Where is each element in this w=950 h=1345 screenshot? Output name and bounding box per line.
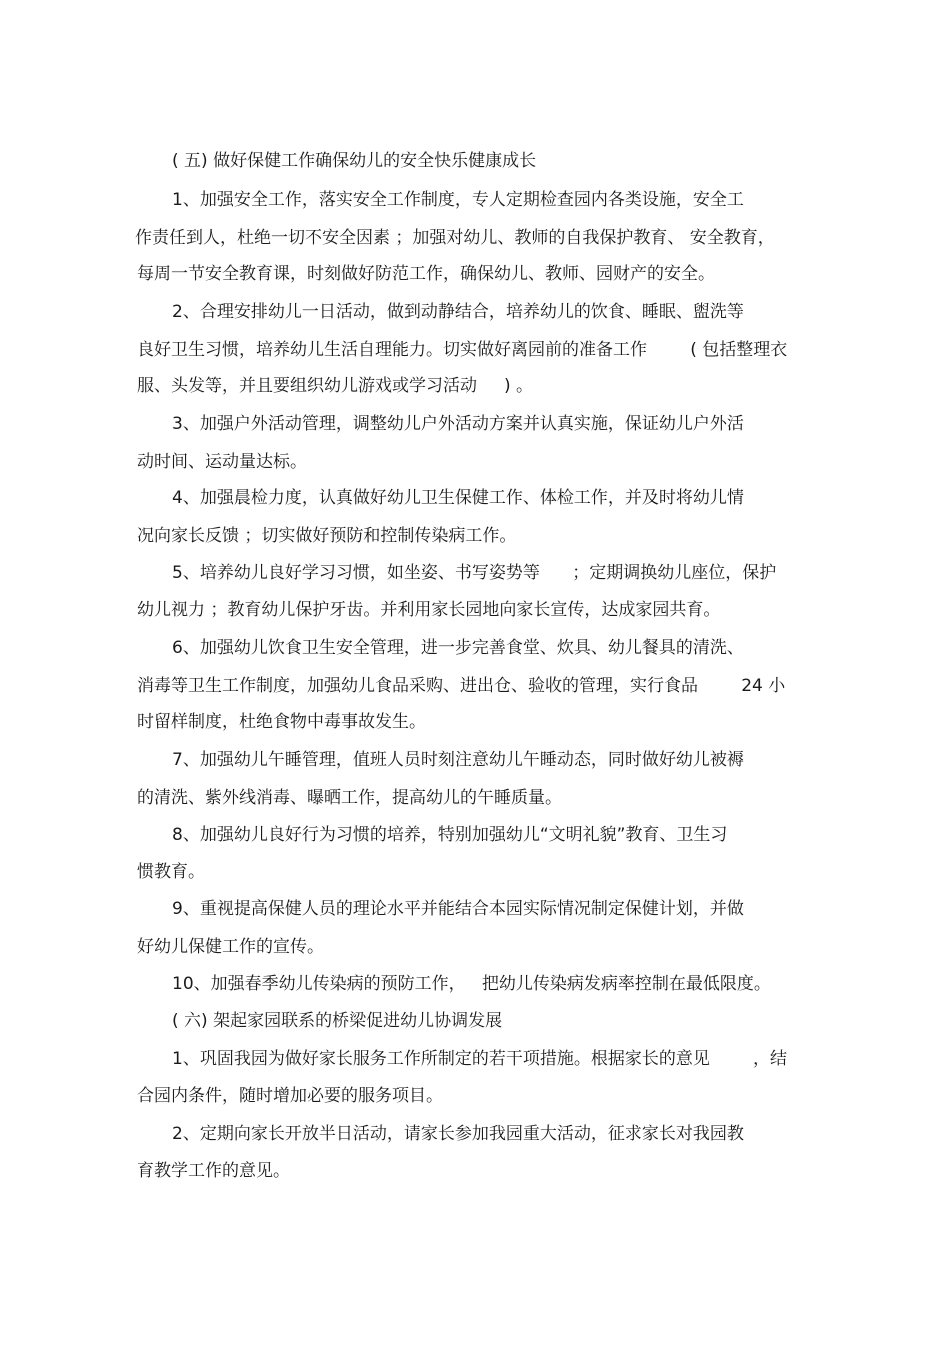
- paragraph-line: 的清洗、紫外线消毒、曝晒工作，提高幼儿的午睡质量。: [137, 788, 562, 808]
- paragraph-line: 5、培养幼儿良好学习习惯，如坐姿、书写姿势等 ；定期调换幼儿座位，保护: [172, 563, 777, 583]
- paragraph-line: 消毒等卫生工作制度，加强幼儿食品采购、进出仓、验收的管理，实行食品 24 小: [137, 676, 786, 696]
- paragraph-line: 育教学工作的意见。: [137, 1161, 290, 1181]
- paragraph-line: 7、加强幼儿午睡管理，值班人员时刻注意幼儿午睡动态，同时做好幼儿被褥: [172, 750, 744, 770]
- paragraph-line: 1、巩固我园为做好家长服务工作所制定的若干项措施。根据家长的意见 ，结: [172, 1049, 788, 1069]
- paragraph-line: 作责任到人，杜绝一切不安全因素 ；加强对幼儿、教师的自我保护教育、 安全教育，: [135, 228, 775, 248]
- paragraph-line: 每周一节安全教育课，时刻做好防范工作，确保幼儿、教师、园财产的安全。: [137, 264, 715, 284]
- paragraph-line: 6、加强幼儿饮食卫生安全管理，进一步完善食堂、炊具、幼儿餐具的清洗、: [172, 638, 744, 658]
- paragraph-line: 动时间、运动量达标。: [137, 452, 307, 472]
- paragraph-line: 合园内条件，随时增加必要的服务项目。: [137, 1086, 443, 1106]
- paragraph-line: 幼儿视力 ；教育幼儿保护牙齿。并利用家长园地向家长宣传，达成家园共育。: [137, 600, 721, 620]
- paragraph-line: 良好卫生习惯，培养幼儿生活自理能力。切实做好离园前的准备工作 ( 包括整理衣: [137, 340, 788, 360]
- paragraph-line: 时留样制度，杜绝食物中毒事故发生。: [137, 712, 426, 732]
- paragraph-line: 9、重视提高保健人员的理论水平并能结合本园实际情况制定保健计划，并做: [172, 899, 744, 919]
- paragraph-line: 8、加强幼儿良好行为习惯的培养，特别加强幼儿“文明礼貌”教育、卫生习: [172, 825, 728, 845]
- paragraph-line: 好幼儿保健工作的宣传。: [137, 937, 324, 957]
- heading-section-6: ( 六) 架起家园联系的桥梁促进幼儿协调发展: [172, 1011, 503, 1031]
- paragraph-line: 1、加强安全工作，落实安全工作制度，专人定期检查园内各类设施，安全工: [172, 190, 744, 210]
- heading-section-5: ( 五) 做好保健工作确保幼儿的安全快乐健康成长: [172, 151, 537, 171]
- paragraph-line: 2、定期向家长开放半日活动，请家长参加我园重大活动，征求家长对我园教: [172, 1124, 744, 1144]
- paragraph-line: 10、加强春季幼儿传染病的预防工作， 把幼儿传染病发病率控制在最低限度。: [172, 974, 771, 994]
- paragraph-line: 3、加强户外活动管理，调整幼儿户外活动方案并认真实施，保证幼儿户外活: [172, 414, 744, 434]
- paragraph-line: 2、合理安排幼儿一日活动，做到动静结合，培养幼儿的饮食、睡眠、盥洗等: [172, 302, 744, 322]
- paragraph-line: 服、头发等，并且要组织幼儿游戏或学习活动 ) 。: [137, 376, 534, 396]
- paragraph-line: 4、加强晨检力度，认真做好幼儿卫生保健工作、体检工作，并及时将幼儿情: [172, 488, 744, 508]
- paragraph-line: 惯教育。: [137, 862, 205, 882]
- paragraph-line: 况向家长反馈 ；切实做好预防和控制传染病工作。: [137, 526, 517, 546]
